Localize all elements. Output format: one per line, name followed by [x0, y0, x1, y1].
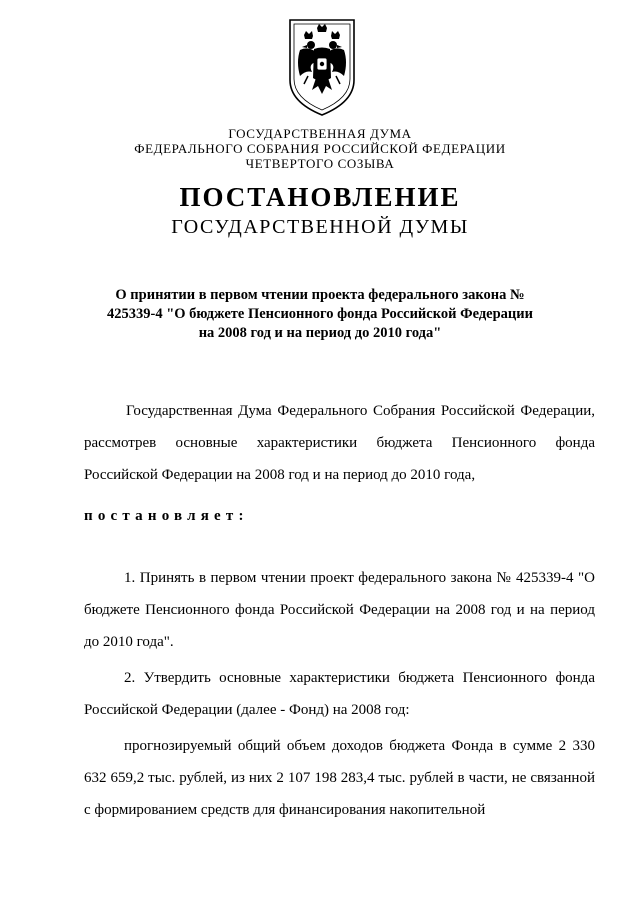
header-line-1: ГОСУДАРСТВЕННАЯ ДУМА: [228, 126, 412, 141]
intro-paragraph: Государственная Дума Федерального Собрания Российской Федерации, рассмотрев основные характеристики бюджета Пенсионного фонда Российской Федерации на 2008 год и на период до 2010 года,: [84, 403, 595, 483]
document-title: ПОСТАНОВЛЕНИЕ: [179, 182, 461, 212]
resolution-subject: О принятии в первом чтении проекта федерального закона № 425339-4 "О бюджете Пенсионного фонда Российской Федерации на 2008 год и на период до 2010 года": [107, 287, 533, 341]
item-2-detail-paragraph: прогнозируемый общий объем доходов бюджета Фонда в сумме 2 330 632 659,2 тыс. рублей, из них 2 107 198 283,4 тыс. рублей в части, не связанной с формированием средств для финансирования накопительной: [84, 738, 595, 818]
header-line-3: ЧЕТВЕРТОГО СОЗЫВА: [245, 156, 395, 171]
header-line-2: ФЕДЕРАЛЬНОГО СОБРАНИЯ РОССИЙСКОЙ ФЕДЕРАЦИИ: [134, 141, 506, 156]
item-2-paragraph: 2. Утвердить основные характеристики бюджета Пенсионного фонда Российской Федерации (далее - Фонд) на 2008 год:: [84, 670, 595, 718]
document-subtitle: ГОСУДАРСТВЕННОЙ ДУМЫ: [171, 216, 469, 238]
item-1-paragraph: 1. Принять в первом чтении проект федерального закона № 425339-4 "О бюджете Пенсионного фонда Российской Федерации на 2008 год и на период до 2010 года".: [84, 570, 595, 650]
decree-word: постановляет:: [84, 508, 249, 524]
double-headed-eagle-icon: [286, 18, 358, 118]
